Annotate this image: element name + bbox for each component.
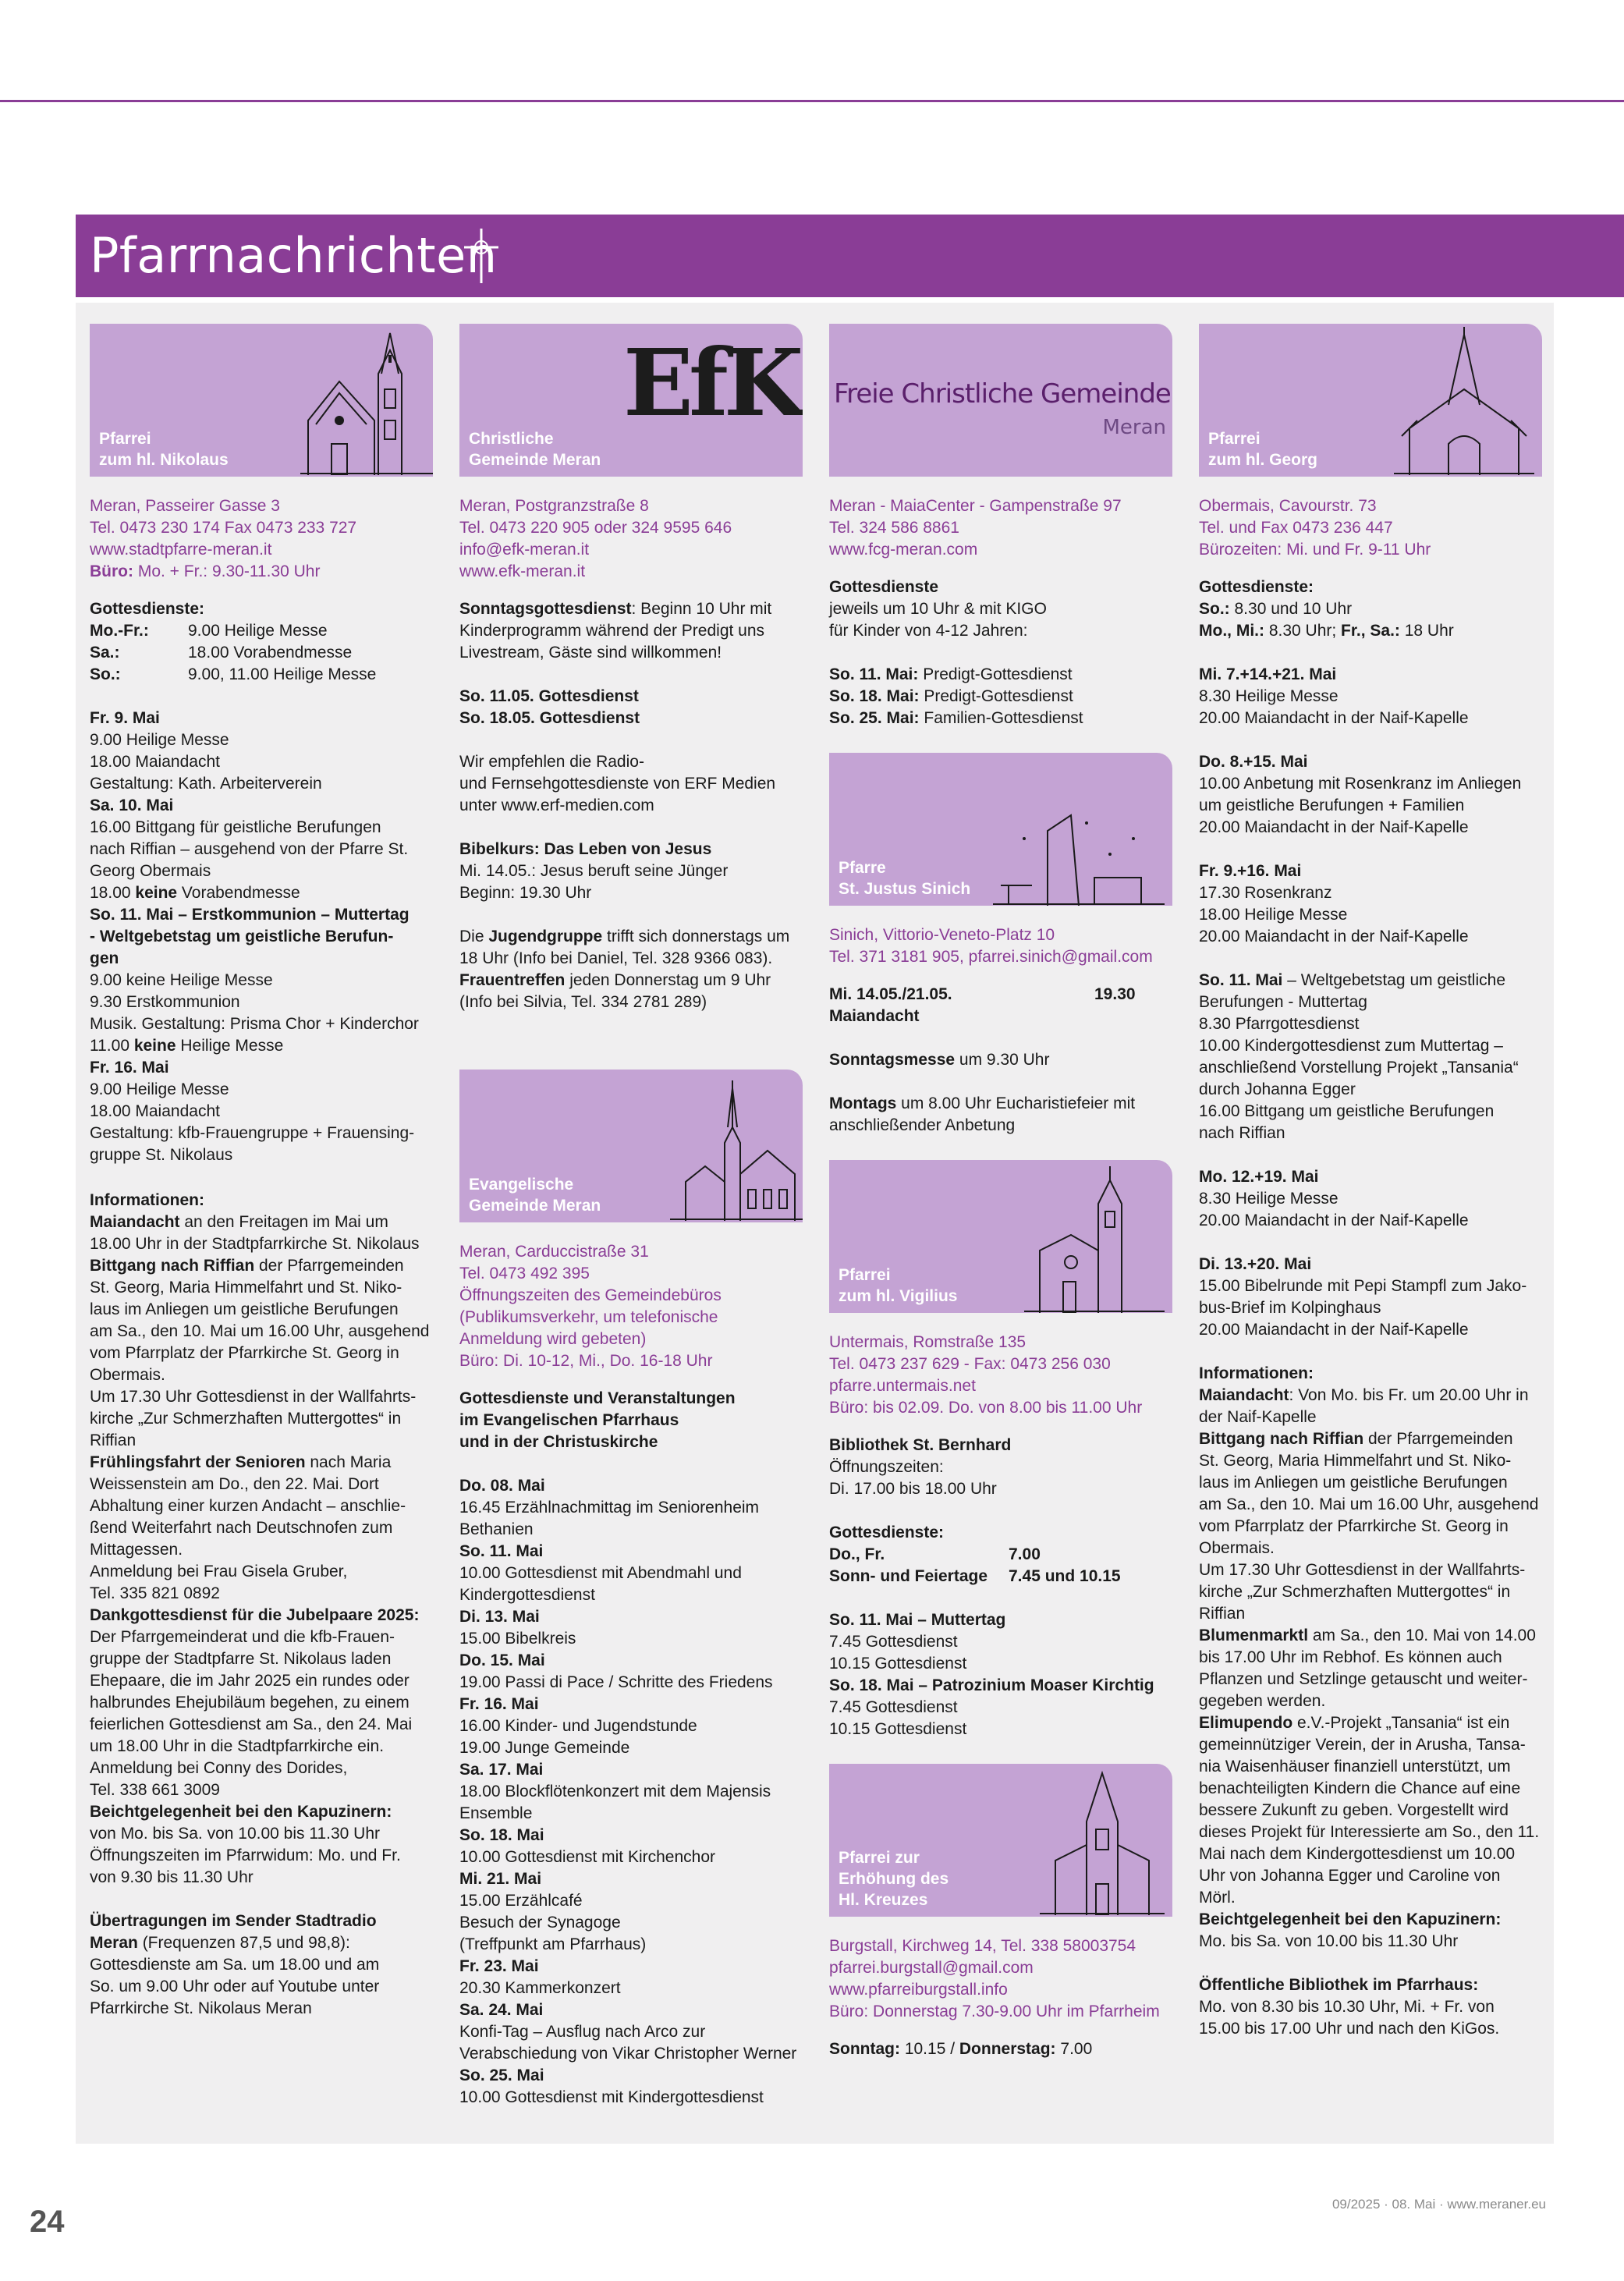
contact-info: Meran, Carduccistraße 31 Tel. 0473 492 395 Öffnungszeiten des Gemeindebüros (Publikumsverkehr, um telefonische Anmeldung wird gebeten) Büro: Di. 10-12, Mi., Do. 16-18 Uhr bbox=[459, 1243, 722, 1370]
column-georg bbox=[1199, 324, 1542, 2040]
event-date: Sa. 24. Mai bbox=[459, 2001, 544, 2019]
phone: Tel. 0473 230 174 Fax 0473 233 727 bbox=[90, 519, 357, 537]
parish-name: Pfarrei zur Erhöhung des Hl. Kreuzes bbox=[839, 1849, 949, 1909]
church-illustration-icon bbox=[1024, 1165, 1165, 1313]
event-list bbox=[459, 1475, 803, 2109]
service-row: So.: 9.00, 11.00 Heilige Messe bbox=[90, 665, 377, 683]
event-text: 20.30 Kammerkonzert bbox=[459, 1979, 621, 1997]
event-date: Sa. 17. Mai bbox=[459, 1761, 544, 1779]
parish-header-nikolaus bbox=[90, 324, 433, 477]
parish-header-evangelisch bbox=[459, 1070, 803, 1222]
service-row: Mo.-Fr.: 9.00 Heilige Messe bbox=[90, 622, 328, 640]
parish-header-efk bbox=[459, 324, 803, 477]
email-link[interactable]: info@efk-meran.it bbox=[459, 541, 590, 559]
contact-info: Sinich, Vittorio-Veneto-Platz 10 Tel. 371 3181 905, pfarrei.sinich@gmail.com bbox=[829, 926, 1153, 966]
column-efk bbox=[459, 324, 803, 2109]
schedule: Gottesdienste jeweils um 10 Uhr & mit KIGO für Kinder von 4-12 Jahren: So. 11. Mai: Predigt-Gottesdienst So. 18. Mai: Predigt-Gottesdienst So. 25. Mai: Familien-Gottesdienst bbox=[829, 578, 1083, 727]
event-text: 19.00 Junge Gemeinde bbox=[459, 1739, 630, 1757]
schedule: Sonntag: 10.15 / Donnerstag: 7.00 bbox=[829, 2040, 1093, 2058]
parish-name: Pfarrei zum hl. Nikolaus bbox=[99, 430, 229, 469]
event-date: Mi. 21. Mai bbox=[459, 1870, 542, 1888]
event-date: Do. 08. Mai bbox=[459, 1477, 545, 1495]
event-text: 16.45 Erzählnachmittag im Seniorenheim bbox=[459, 1499, 760, 1517]
fcg-logo: Freie Christliche Gemeinde bbox=[834, 378, 1171, 410]
date-block: Fr. 9. Mai 9.00 Heilige Messe 18.00 Maiandacht Gestaltung: Kath. Arbeiterverein Sa. 10. Mai 16.00 Bittgang für geistliche Berufungen nach Riffian – ausgehend von der Pfarre St. Georg Obermais 18.00 keine Vorabendmesse So. 11. Mai – Erstkommunion – Muttertag - Weltgebetstag um geistliche Berufun- gen 9.00 keine Heilige Messe 9.30 Erstkommunion Musik. Gestaltung: Prisma Chor + Kinderchor 11.00 keine Heilige Messe Fr. 16. Mai 9.00 Heilige Messe 18.00 Maiandacht Gestaltung: kfb-Frauengruppe + Frauensing- gruppe St. Nikolaus bbox=[90, 709, 419, 1164]
schedule: Gottesdienste und Veranstaltungen im Evangelischen Pfarrhaus und in der Christuskirche Do. 08. Mai 16.45 Erzählnachmittag im Seniorenheim Bethanien So. 11. Mai 10.00 Gottesdienst mit Abendmahl und Kindergottesdienst Di. 13. Mai 15.00 Bibelkreis Do. 15. Mai 19.00 Passi di Pace / Schritte des Friedens Fr. 16. Mai 16.00 Kinder- und Jugendstunde 19.00 Junge Gemeinde Sa. 17. Mai 18.00 Blockflötenkonzert mit dem Majensis Ensemble So. 18. Mai 10.00 Gottesdienst mit Kirchenchor Mi. 21. Mai 15.00 Erzählcafé Besuch der Synagoge (Treffpunkt am Pfarrhaus) Fr. 23. Mai 20.30 Kammerkonzert Sa. 24. Mai Konfi-Tag – Ausflug nach Arco zur Verabschiedung von Vikar Christopher Werner So. 25. Mai 10.00 Gottesdienst mit Kindergottesdienst bbox=[459, 1388, 803, 2109]
event-text: Konfi-Tag – Ausflug nach Arco zur bbox=[459, 2023, 706, 2041]
fcg-logo-sub: Meran bbox=[1102, 416, 1166, 439]
parish-header-fcg bbox=[829, 324, 1172, 477]
event-text: 10.00 Gottesdienst mit Kirchenchor bbox=[459, 1848, 716, 1866]
church-illustration-icon bbox=[993, 800, 1165, 906]
services-title: Gottesdienste: bbox=[90, 600, 205, 618]
service-row: Sa.: 18.00 Vorabendmesse bbox=[90, 644, 353, 662]
schedule: Mi. 14.05./21.05. 19.30 Maiandacht Sonntagsmesse um 9.30 Uhr Montags um 8.00 Uhr Eucharistiefeier mit anschließender Anbetung bbox=[829, 985, 1136, 1134]
website-link[interactable]: pfarre.untermais.net bbox=[829, 1377, 976, 1395]
event-text: Kindergottesdienst bbox=[459, 1586, 595, 1604]
event-text: 10.00 Gottesdienst mit Kindergottesdienst bbox=[459, 2088, 764, 2106]
schedule: Bibliothek St. Bernhard Öffnungszeiten: Di. 17.00 bis 18.00 Uhr Gottesdienste: Do., Fr. 7.00 Sonn- und Feiertage 7.45 und 10.15 So. 11. Mai – Muttertag 7.45 Gottesdienst 10.15 Gottesdienst So. 18. Mai – Patrozinium Moaser Kirchtig 7.45 Gottesdienst 10.15 Gottesdienst bbox=[829, 1436, 1154, 1738]
event-date: Fr. 23. Mai bbox=[459, 1957, 539, 1975]
website-link[interactable]: www.pfarreiburgstall.info bbox=[829, 1981, 1008, 1999]
parish-name: Pfarrei zum hl. Georg bbox=[1208, 430, 1318, 469]
column-fcg bbox=[829, 324, 1172, 2060]
phone: Tel. 0473 220 905 oder 324 9595 646 bbox=[459, 519, 732, 537]
column-nikolaus bbox=[90, 324, 433, 2020]
church-illustration-icon bbox=[1394, 327, 1534, 475]
event-text: Verabschiedung von Vikar Christopher Werner bbox=[459, 2045, 797, 2063]
parish-header-sinich bbox=[829, 753, 1172, 906]
event-date: Di. 13. Mai bbox=[459, 1608, 540, 1626]
website-link[interactable]: www.stadtpfarre-meran.it bbox=[90, 541, 272, 559]
event-text: 15.00 Erzählcafé bbox=[459, 1892, 583, 1910]
event-date: So. 18. Mai bbox=[459, 1826, 544, 1844]
website-link[interactable]: www.fcg-meran.com bbox=[829, 541, 978, 559]
event-text: 10.00 Gottesdienst mit Abendmahl und bbox=[459, 1564, 742, 1582]
church-illustration-icon bbox=[1040, 1767, 1165, 1915]
address: Meran, Passeirer Gasse 3 bbox=[90, 497, 280, 515]
parish-name: Pfarre St. Justus Sinich bbox=[839, 859, 971, 898]
contact-info: Meran - MaiaCenter - Gampenstraße 97 Tel. 324 586 8861 www.fcg-meran.com bbox=[829, 495, 1172, 561]
page-number: 24 bbox=[30, 2205, 65, 2239]
event-text: (Treffpunkt am Pfarrhaus) bbox=[459, 1935, 647, 1953]
top-rule bbox=[0, 100, 1624, 102]
parish-name: Evangelische Gemeinde Meran bbox=[469, 1176, 601, 1215]
event-text: 16.00 Kinder- und Jugendstunde bbox=[459, 1717, 697, 1735]
info-block: Informationen: Maiandacht an den Freitagen im Mai um 18.00 Uhr in der Stadtpfarrkirche St. Nikolaus Bittgang nach Riffian der Pfarrgemeinden St. Georg, Maria Himmelfahrt und St. Niko- laus im Anliegen um geistliche Berufungen am Sa., den 10. Mai um 16.00 Uhr, ausgehend vom Pfarrplatz der Pfarrkirche St. Georg in Obermais. Um 17.30 Uhr Gottesdienst in der Wallfahrts- kirche „Zur Schmerzhaften Muttergottes“ in Riffian Frühlingsfahrt der Senioren nach Maria Weissenstein am Do., den 22. Mai. Dort Abhaltung einer kurzen Andacht – anschlie- ßend Weiterfahrt nach Deutschnofen zum Mittagessen. Anmeldung bei Frau Gisela Gruber, Tel. 335 821 0892 Dankgottesdienst für die Jubelpaare 2025: Der Pfarrgemeinderat und die kfb-Frauen- gruppe der Stadtpfarre St. Nikolaus laden Ehepaare, die im Jahr 2025 ein rundes oder halbrundes Ehejubiläum begehen, zu einem feierlichen Gottesdienst am Sa., den 24. Mai um 18.00 Uhr in die Stadtpfarrkirche ein. Anmeldung bei Conny des Dorides, Tel. 338 661 3009 Beichtgelegenheit bei den Kapuzinern: von Mo. bis Sa. von 10.00 bis 11.30 Uhr Öffnungszeiten im Pfarrwidum: Mo. und Fr. von 9.30 bis 11.30 Uhr bbox=[90, 1191, 430, 1886]
event-date: So. 11. Mai bbox=[459, 1542, 544, 1560]
event-text: Ensemble bbox=[459, 1804, 533, 1822]
event-text: 15.00 Bibelkreis bbox=[459, 1630, 576, 1648]
content-panel bbox=[76, 303, 1554, 2144]
schedule bbox=[90, 598, 433, 2020]
parish-header-georg bbox=[1199, 324, 1542, 477]
schedule: Gottesdienste: So.: 8.30 und 10 Uhr Mo., Mi.: 8.30 Uhr; Fr., Sa.: 18 Uhr Mi. 7.+14.+21. Mai 8.30 Heilige Messe 20.00 Maiandacht in der Naif-Kapelle Do. 8.+15. Mai 10.00 Anbetung mit Rosenkranz im Anliegen um geistliche Berufungen + Familien 20.00 Maiandacht in der Naif-Kapelle Fr. 9.+16. Mai 17.30 Rosenkranz 18.00 Heilige Messe 20.00 Maiandacht in der Naif-Kapelle So. 11. Mai – Weltgebetstag um geistliche Berufungen - Muttertag 8.30 Pfarrgottesdienst 10.00 Kindergottesdienst zum Muttertag – anschließend Vorstellung Projekt „Tansania“ durch Johanna Egger 16.00 Bittgang um geistliche Berufungen nach Riffian Mo. 12.+19. Mai 8.30 Heilige Messe 20.00 Maiandacht in der Naif-Kapelle Di. 13.+20. Mai 15.00 Bibelrunde mit Pepi Stampfl zum Jako- bus-Brief im Kolpinghaus 20.00 Maiandacht in der Naif-Kapelle Informationen: Maiandacht: Von Mo. bis Fr. um 20.00 Uhr in der Naif-Kapelle Bittgang nach Riffian der Pfarrgemeinden St. Georg, Maria Himmelfahrt und St. Niko- laus im Anliegen um geistliche Berufungen am Sa., den 10. Mai um 16.00 Uhr, ausgehend vom Pfarrplatz der Pfarrkirche St. Georg in Obermais. Um 17.30 Uhr Gottesdienst in der Wallfahrts- kirche „Zur Schmerzhaften Muttergottes“ in Riffian Blumenmarktl am Sa., den 10. Mai von 14.00 bis 17.00 Uhr im Rebhof. Es können auch Pflanzen und Setzlinge getauscht und weiter- gegeben werden. Elimupendo e.V.-Projekt „Tansania“ ist ein gemeinnütziger Verein, der in Arusha, Tansa- nia Waisenhäuser finanziell unterstützt, um benachteiligten Kindern die Chance auf eine bessere Zukunft zu geben. Vorgestellt wird dieses Projekt für Interessierte am So., den 11. Mai nach dem Kindergottesdienst um 10.00 Uhr von Johanna Egger und Caroline von Mörl. Beichtgelegenheit bei den Kapuzinern: Mo. bis Sa. von 10.00 bis 11.30 Uhr Öffentliche Bibliothek im Pfarrhaus: Mo. von 8.30 bis 10.30 Uhr, Mi. + Fr. von 15.00 bis 17.00 Uhr und nach den KiGos. bbox=[1199, 578, 1540, 2038]
cross-icon bbox=[456, 224, 506, 286]
efk-logo: EfK bbox=[623, 328, 800, 437]
event-date: Fr. 16. Mai bbox=[459, 1695, 539, 1713]
contact-info bbox=[459, 495, 803, 583]
section-header-band bbox=[76, 215, 1624, 297]
contact-info: Burgstall, Kirchweg 14, Tel. 338 58003754 pfarrei.burgstall@gmail.com www.pfarreiburgstall.info Büro: Donnerstag 7.30-9.00 Uhr im Pfarrheim bbox=[829, 1935, 1172, 2023]
event-text: 18.00 Blockflötenkonzert mit dem Majensis bbox=[459, 1783, 771, 1800]
event-date: So. 25. Mai bbox=[459, 2066, 544, 2084]
schedule: Sonntagsgottesdienst: Beginn 10 Uhr mit Kinderprogramm während der Predigt uns Livestream, Gäste sind willkommen! So. 11.05. Gottesdienst So. 18.05. Gottesdienst Wir empfehlen die Radio- und Fernsehgottesdienste von ERF Medien unter www.erf-medien.com Bibelkurs: Das Leben von Jesus Mi. 14.05.: Jesus beruft seine Jünger Beginn: 19.30 Uhr Die Jugendgruppe trifft sich donnerstags um 18 Uhr (Info bei Daniel, Tel. 328 9366 083). Frauentreffen jeden Donnerstag um 9 Uhr (Info bei Silvia, Tel. 334 2781 289) bbox=[459, 600, 790, 1011]
event-text: Bethanien bbox=[459, 1520, 534, 1538]
parish-name: Pfarrei zum hl. Vigilius bbox=[839, 1266, 958, 1305]
contact-info bbox=[90, 495, 433, 583]
event-text: 19.00 Passi di Pace / Schritte des Friedens bbox=[459, 1673, 773, 1691]
parish-header-vigilius bbox=[829, 1160, 1172, 1313]
contact-info: Untermais, Romstraße 135 Tel. 0473 237 629 - Fax: 0473 256 030 pfarre.untermais.net Büro: bis 02.09. Do. von 8.00 bis 11.00 Uhr bbox=[829, 1332, 1172, 1419]
page-footer: 09/2025 · 08. Mai · www.meraner.eu bbox=[1331, 2197, 1546, 2212]
page-title: Pfarrnachrichten bbox=[90, 227, 498, 284]
parish-name: Christliche Gemeinde Meran bbox=[469, 430, 601, 469]
office-hours: Büro: Mo. + Fr.: 9.30-11.30 Uhr bbox=[90, 562, 321, 580]
address: Meran, Postgranzstraße 8 bbox=[459, 497, 649, 515]
website-link[interactable]: www.efk-meran.it bbox=[459, 562, 586, 580]
event-text: Besuch der Synagoge bbox=[459, 1914, 621, 1932]
event-date: Do. 15. Mai bbox=[459, 1651, 545, 1669]
radio-block: Übertragungen im Sender Stadtradio Meran (Frequenzen 87,5 und 98,8): Gottesdienste am Sa. um 18.00 und am So. um 9.00 Uhr oder auf Youtube unter Pfarrkirche St. Nikolaus Meran bbox=[90, 1912, 380, 2017]
email-link[interactable]: pfarrei.burgstall@gmail.com bbox=[829, 1959, 1034, 1977]
contact-info: Obermais, Cavourstr. 73 Tel. und Fax 0473 236 447 Bürozeiten: Mi. und Fr. 9-11 Uhr bbox=[1199, 497, 1431, 559]
church-illustration-icon bbox=[670, 1073, 803, 1221]
church-illustration-icon bbox=[300, 327, 433, 475]
parish-header-burgstall bbox=[829, 1764, 1172, 1917]
